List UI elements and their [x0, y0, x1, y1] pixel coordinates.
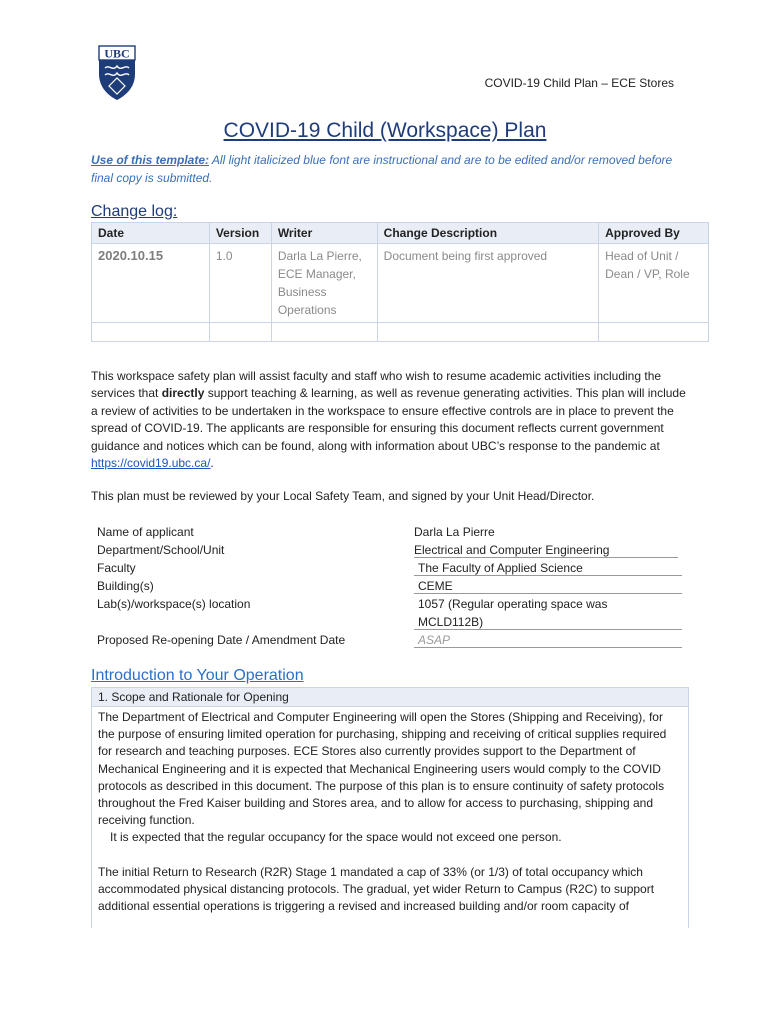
cell-change-description[interactable]	[377, 323, 598, 342]
info-row-faculty	[97, 559, 697, 577]
scope-section	[91, 687, 689, 928]
scope-paragraph-2: The initial Return to Research (R2R) Stage 1 mandated a cap of 33% (or 1/3) of total occupancy which accommodated physical distancing protocols. The gradual, yet wider Return to Campus (R2C) to support additional essential operations is triggering a revised and increased building and/or room capacity of	[98, 864, 655, 914]
info-row-building	[97, 577, 697, 595]
value-department[interactable]: Electrical and Computer Engineering	[414, 543, 678, 558]
review-paragraph: This plan must be reviewed by your Local Safety Team, and signed by your Unit Head/Director.	[91, 489, 595, 503]
intro-text-1: This workspace safety plan will assist faculty and staff who wish to resume academic activities including the services that	[91, 369, 662, 401]
applicant-info	[97, 523, 697, 649]
cell-approved-by[interactable]: Head of Unit / Dean / VP, Role	[599, 244, 709, 323]
column-header-version: Version	[209, 223, 271, 244]
scope-paragraph-1: The Department of Electrical and Computer Engineering will open the Stores (Shipping and Receiving), for the purpose of ensuring limited operation for purchasing, shipping and receiving of critical supplies required for research and teaching purposes. ECE Stores also currently provides support to the Department of Mechanical Engineering and it is expected that Mechanical Engineering users would comply to the COVID protocols as described in this document. The purpose of this plan is to ensure continuity of safety protocols throughout the Fred Kaiser building and Stores area, and to allow for access to purchasing, shipping and receiving function.	[98, 710, 667, 828]
label-building: Building(s)	[97, 579, 154, 593]
intro-text-3: .	[210, 456, 214, 471]
svg-text:UBC: UBC	[104, 46, 130, 61]
column-header-date: Date	[92, 223, 210, 244]
cell-writer[interactable]: Darla La Pierre, ECE Manager, Business Operations	[271, 244, 377, 323]
intro-text-2: support teaching & learning, as well as revenue generating activities. This plan will include a review of activities to be undertaken in the workspace to ensure effective controls are in place to prevent the spread of COVID-19. The applicants are responsible for ensuring this document reflects current government guidance and notices which can be found, along with information about UBC’s response to the pandemic at	[91, 386, 686, 453]
cell-date[interactable]	[92, 323, 210, 342]
table-row	[92, 323, 709, 342]
label-name: Name of applicant	[97, 525, 194, 539]
instructions-text: All light italicized blue font are instructional and are to be edited and/or removed before final copy is submitted.	[91, 153, 673, 185]
cell-version[interactable]: 1.0	[209, 244, 271, 323]
document-label: COVID-19 Child Plan – ECE Stores	[484, 76, 674, 90]
info-row-name	[97, 523, 697, 541]
cell-version[interactable]	[209, 323, 271, 342]
info-row-date	[97, 631, 697, 649]
column-header-change-description: Change Description	[377, 223, 598, 244]
change-log-table	[91, 222, 709, 342]
covid-link[interactable]: https://covid19.ubc.ca/	[91, 456, 211, 471]
scope-section-title: 1. Scope and Rationale for Opening	[92, 688, 688, 707]
change-log-heading: Change log:	[91, 203, 178, 220]
instructions-lead: Use of this template:	[91, 153, 210, 167]
value-name[interactable]: Darla La Pierre	[414, 525, 495, 539]
value-building[interactable]: CEME	[414, 579, 682, 594]
intro-paragraph	[91, 368, 686, 472]
value-lab-line2[interactable]: MCLD112B)	[414, 615, 682, 630]
value-faculty[interactable]: The Faculty of Applied Science	[414, 561, 682, 576]
table-row	[92, 244, 709, 323]
scope-section-body[interactable]	[92, 707, 688, 928]
introduction-heading: Introduction to Your Operation	[91, 667, 304, 684]
label-department: Department/School/Unit	[97, 543, 225, 557]
ubc-logo	[97, 44, 137, 102]
template-instructions	[91, 151, 691, 187]
value-lab-line1[interactable]: 1057 (Regular operating space was	[418, 597, 608, 611]
cell-writer[interactable]	[271, 323, 377, 342]
column-header-writer: Writer	[271, 223, 377, 244]
page-title: COVID-19 Child (Workspace) Plan	[223, 119, 547, 142]
cell-change-description[interactable]: Document being first approved	[377, 244, 598, 323]
cell-approved-by[interactable]	[599, 323, 709, 342]
label-date: Proposed Re-opening Date / Amendment Date	[97, 633, 346, 647]
info-row-lab	[97, 595, 697, 613]
scope-paragraph-1b: It is expected that the regular occupancy for the space would not exceed one person.	[110, 830, 562, 845]
info-row-lab-cont	[97, 613, 697, 631]
info-row-department	[97, 541, 697, 559]
cell-date[interactable]: 2020.10.15	[92, 244, 210, 323]
label-faculty: Faculty	[97, 561, 136, 575]
intro-bold-text: directly	[161, 386, 205, 401]
table-header-row	[92, 223, 709, 244]
column-header-approved-by: Approved By	[599, 223, 709, 244]
label-lab: Lab(s)/workspace(s) location	[97, 597, 251, 611]
value-date[interactable]: ASAP	[414, 633, 682, 648]
